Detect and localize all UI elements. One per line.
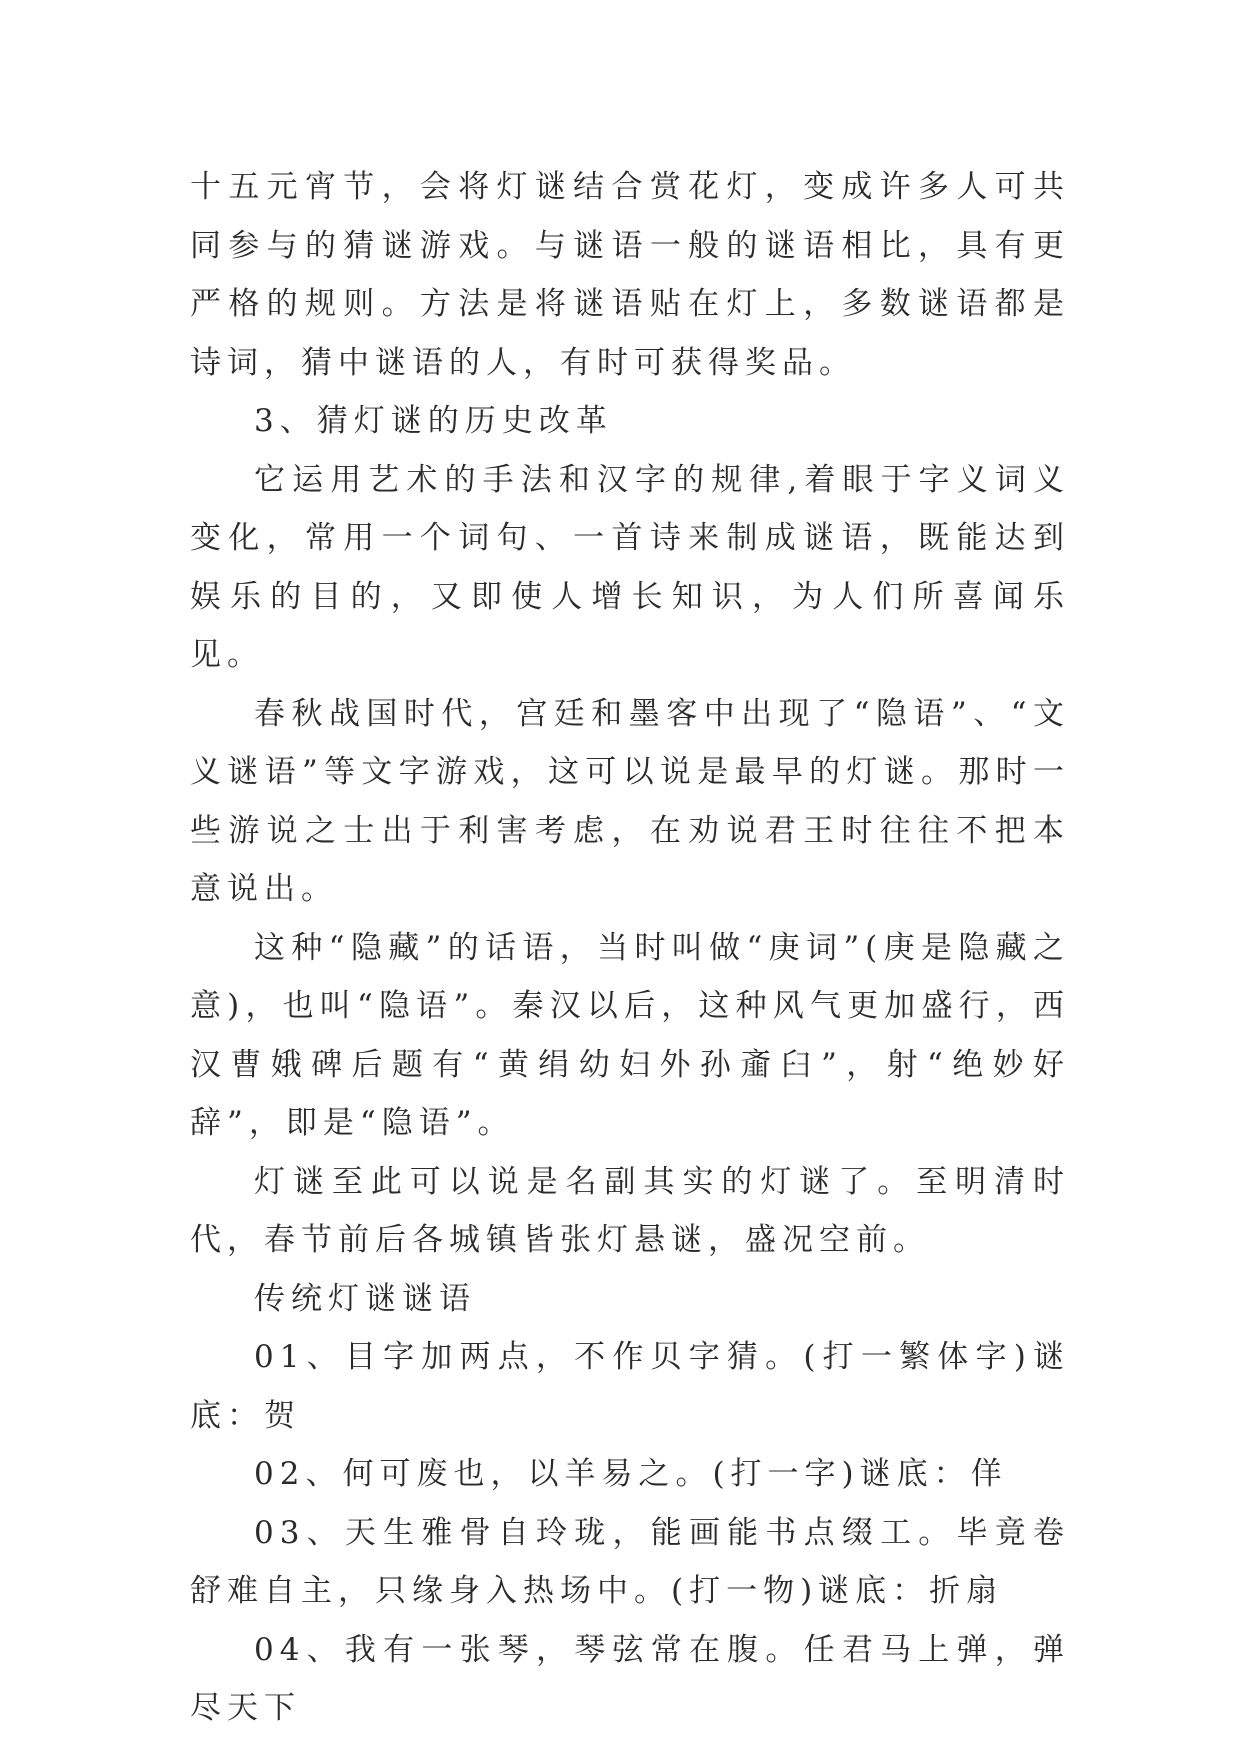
paragraph-ming-qing: 灯谜至此可以说是名副其实的灯谜了。至明清时代，春节前后各城镇皆张灯悬谜，盛况空前。 [190,1163,1070,1258]
section-heading-riddles: 传统灯谜谜语 [254,1280,476,1317]
paragraph-art-technique: 它运用艺术的手法和汉字的规律,着眼于字义词义变化，常用一个词句、一首诗来制成谜语，既能达到娱乐的目的，又即使人增长知识，为人们所喜闻乐见。 [190,461,1070,673]
riddle-item-02: 02、何可废也，以羊易之。(打一字)谜底：佯 [254,1456,1008,1492]
paragraph-spring-autumn: 春秋战国时代，宫廷和墨客中出现了“隐语”、“文义谜语”等文字游戏，这可以说是最早的灯谜。那时一些游说之士出于利害考虑，在劝说君王时往往不把本意说出。 [190,695,1070,907]
paragraph-hidden-words: 这种“隐藏”的话语，当时叫做“庚词”(庚是隐藏之意)，也叫“隐语”。秦汉以后，这种风气更加盛行，西汉曹娥碑后题有“黄绢幼妇外孙齑臼”，射“绝妙好辞”，即是“隐语”。 [190,929,1070,1141]
riddle-item-04: 04、我有一张琴，琴弦常在腹。任君马上弹，弹尽天下 [190,1631,1070,1726]
section-heading-history: 3、猜灯谜的历史改革 [254,403,613,439]
riddle-item-03: 03、天生雅骨自玲珑，能画能书点缀工。毕竟卷舒难自主，只缘身入热场中。(打一物)谜底：折扇 [190,1514,1070,1609]
paragraph-yuanxiao: 十五元宵节，会将灯谜结合赏花灯，变成许多人可共同参与的猜谜游戏。与谜语一般的谜语相比，具有更严格的规则。方法是将谜语贴在灯上，多数谜语都是诗词，猜中谜语的人，有时可获得奖品。 [190,169,1070,381]
riddle-item-01: 01、目字加两点，不作贝字猜。(打一繁体字)谜底：贺 [190,1339,1070,1434]
document-body [190,158,1070,1738]
